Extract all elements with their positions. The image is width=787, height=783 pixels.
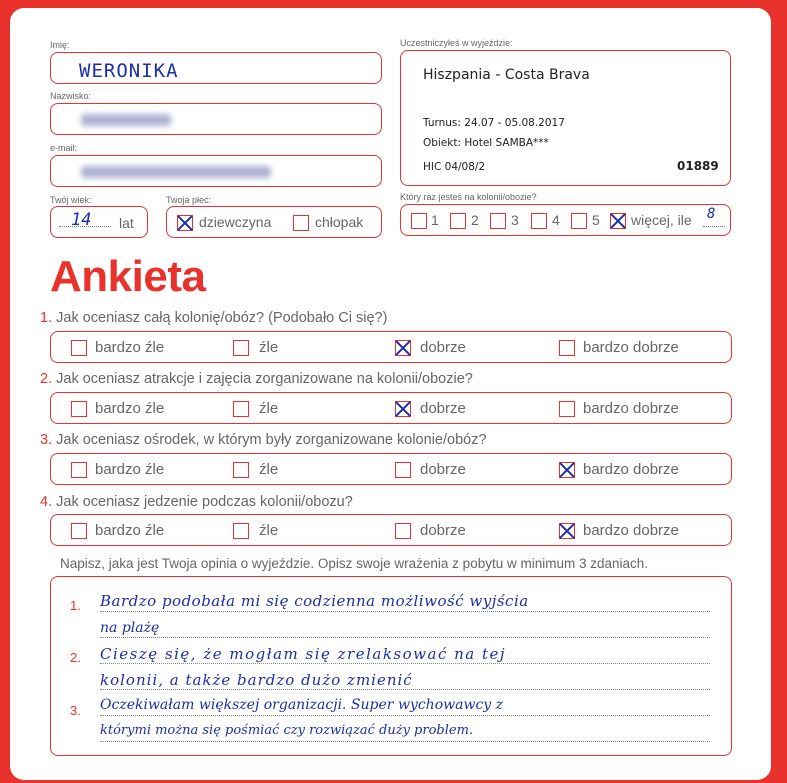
count-option-5-checkbox[interactable] xyxy=(571,213,587,229)
q1-option-good-checkbox[interactable] xyxy=(395,340,411,356)
question-4-options xyxy=(50,514,732,546)
count-option-4-checkbox[interactable] xyxy=(531,213,547,229)
question-1-number: 1. xyxy=(40,310,53,326)
question-2-text: Jak oceniasz atrakcje i zajęcia zorganizowane na kolonii/obozie? xyxy=(56,371,473,387)
trip-object: Obiekt: Hotel SAMBA*** xyxy=(423,137,549,149)
q1-option-bad-label: źle xyxy=(259,339,279,356)
trip-number: 01889 xyxy=(677,159,719,173)
opinion-3-line-1: Oczekiwałam większej organizacji. Super wychowawcy z xyxy=(100,697,504,713)
q4-option-very-good-label: bardzo dobrze xyxy=(583,522,679,539)
q2-option-good-label: dobrze xyxy=(420,400,466,417)
q2-option-very-bad-checkbox[interactable] xyxy=(71,401,87,417)
trip-info-box xyxy=(400,50,731,186)
q2-option-very-good-checkbox[interactable] xyxy=(559,401,575,417)
trip-destination: Hiszpania - Costa Brava xyxy=(423,67,590,83)
email-field[interactable] xyxy=(50,155,382,187)
q3-option-very-good-checkbox[interactable] xyxy=(559,462,575,478)
count-option-more-label: więcej, ile xyxy=(631,212,692,228)
q4-option-very-good-checkbox[interactable] xyxy=(559,523,575,539)
question-2-number: 2. xyxy=(40,371,53,387)
q1-option-bad-checkbox[interactable] xyxy=(233,340,249,356)
opinion-3-number: 3. xyxy=(70,703,81,718)
q1-option-very-good-label: bardzo dobrze xyxy=(583,339,679,356)
q2-option-good-checkbox[interactable] xyxy=(395,401,411,417)
q4-option-bad-label: źle xyxy=(259,522,279,539)
opinion-2-line-2: kolonii, a także bardzo dużo zmienić xyxy=(100,671,413,689)
count-option-more-checkbox[interactable] xyxy=(610,213,626,229)
q2-option-bad-label: źle xyxy=(259,400,279,417)
count-option-2-label: 2 xyxy=(471,212,479,228)
gender-female-checkbox[interactable] xyxy=(177,215,193,231)
survey-title: Ankieta xyxy=(50,252,206,301)
q3-option-bad-checkbox[interactable] xyxy=(233,462,249,478)
q1-option-very-good-checkbox[interactable] xyxy=(559,340,575,356)
age-label: Twój wiek: xyxy=(50,195,92,205)
count-option-4-label: 4 xyxy=(552,212,560,228)
q1-option-very-bad-checkbox[interactable] xyxy=(71,340,87,356)
q2-option-very-good-label: bardzo dobrze xyxy=(583,400,679,417)
opinion-line xyxy=(100,611,710,612)
opinion-prompt: Napisz, jaka jest Twoja opinia o wyjeździe. Opisz swoje wrażenia z pobytu w minimum 3 zdaniach. xyxy=(60,556,649,571)
q2-option-very-bad-label: bardzo źle xyxy=(95,400,165,417)
q3-option-very-bad-label: bardzo źle xyxy=(95,461,165,478)
count-value: 8 xyxy=(707,206,716,222)
opinion-1-line-2: na plażę xyxy=(100,620,160,636)
question-3 xyxy=(40,432,487,448)
age-unit: lat xyxy=(119,215,134,231)
q3-option-very-good-label: bardzo dobrze xyxy=(583,461,679,478)
trip-turnus: Turnus: 24.07 - 05.08.2017 xyxy=(423,117,565,129)
q4-option-very-bad-checkbox[interactable] xyxy=(71,523,87,539)
first-name-label: Imię: xyxy=(50,40,70,50)
redacted-last-name xyxy=(81,114,171,126)
trip-label: Uczestniczyłeś w wyjeździe: xyxy=(400,38,513,48)
gender-label: Twoja płeć: xyxy=(166,195,212,205)
opinion-2-number: 2. xyxy=(70,650,81,665)
gender-male-label: chłopak xyxy=(315,214,364,230)
question-3-text: Jak oceniasz ośrodek, w którym były zorganizowane kolonie/obóz? xyxy=(56,432,487,448)
q3-option-good-checkbox[interactable] xyxy=(395,462,411,478)
count-dotted-line xyxy=(703,226,725,227)
trip-code: HIC 04/08/2 xyxy=(423,161,486,173)
question-2-options xyxy=(50,392,732,424)
q4-option-very-bad-label: bardzo źle xyxy=(95,522,165,539)
age-value: 14 xyxy=(71,210,92,230)
opinion-line xyxy=(100,715,710,716)
email-label: e-mail: xyxy=(50,143,78,153)
q2-option-bad-checkbox[interactable] xyxy=(233,401,249,417)
age-field[interactable] xyxy=(50,206,148,238)
opinion-1-number: 1. xyxy=(70,598,81,613)
question-1-text: Jak oceniasz całą kolonię/obóz? (Podobało Ci się?) xyxy=(56,310,388,326)
count-option-5-label: 5 xyxy=(592,212,600,228)
opinion-line xyxy=(100,637,710,638)
opinion-line xyxy=(100,741,710,742)
gender-female-label: dziewczyna xyxy=(199,214,272,230)
count-option-1-label: 1 xyxy=(431,212,439,228)
q1-option-good-label: dobrze xyxy=(420,339,466,356)
first-name-value: WERONIKA xyxy=(79,60,179,82)
trip-count-label: Który raz jesteś na kolonii/obozie? xyxy=(400,192,537,202)
opinion-3-line-2: którymi można się pośmiać czy rozwiązać duży problem. xyxy=(100,723,474,738)
opinion-2-line-1: Cieszę się, że mogłam się zrelaksować na tej xyxy=(100,645,507,663)
q4-option-good-label: dobrze xyxy=(420,522,466,539)
question-1 xyxy=(40,310,387,326)
question-2 xyxy=(40,371,473,387)
count-option-3-label: 3 xyxy=(511,212,519,228)
question-3-options xyxy=(50,453,732,485)
opinion-1-line-1: Bardzo podobała mi się codzienna możliwość wyjścia xyxy=(100,592,529,610)
question-4-text: Jak oceniasz jedzenie podczas kolonii/obozu? xyxy=(56,494,353,510)
question-3-number: 3. xyxy=(40,432,53,448)
q4-option-good-checkbox[interactable] xyxy=(395,523,411,539)
count-option-2-checkbox[interactable] xyxy=(450,213,466,229)
q3-option-bad-label: źle xyxy=(259,461,279,478)
opinion-line xyxy=(100,689,710,690)
opinion-line xyxy=(100,663,710,664)
question-1-options xyxy=(50,331,732,363)
q4-option-bad-checkbox[interactable] xyxy=(233,523,249,539)
question-4 xyxy=(40,494,353,510)
q3-option-very-bad-checkbox[interactable] xyxy=(71,462,87,478)
count-option-3-checkbox[interactable] xyxy=(490,213,506,229)
q1-option-very-bad-label: bardzo źle xyxy=(95,339,165,356)
q3-option-good-label: dobrze xyxy=(420,461,466,478)
trip-count-field xyxy=(400,204,731,236)
gender-male-checkbox[interactable] xyxy=(293,215,309,231)
gender-field xyxy=(166,206,382,238)
question-4-number: 4. xyxy=(40,494,53,510)
count-option-1-checkbox[interactable] xyxy=(411,213,427,229)
last-name-field[interactable] xyxy=(50,103,382,135)
first-name-field[interactable] xyxy=(50,52,382,84)
redacted-email xyxy=(81,166,271,178)
last-name-label: Nazwisko: xyxy=(50,91,92,101)
